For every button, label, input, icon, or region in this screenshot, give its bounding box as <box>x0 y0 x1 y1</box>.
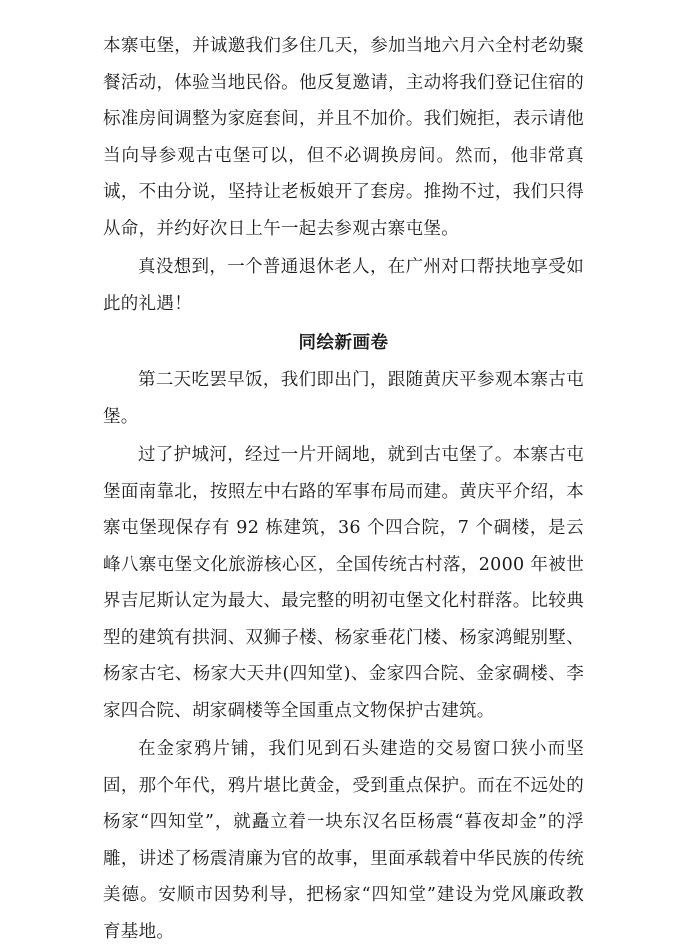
paragraph-next-day: 第二天吃罢早饭，我们即出门，跟随黄庆平参观本寨古屯堡。 <box>103 370 584 427</box>
paragraph-surprise: 真没想到，一个普通退休老人，在广州对口帮扶地享受如此的礼遇！ <box>103 257 584 314</box>
paragraph-sizhitang: 在金家鸦片铺，我们见到石头建造的交易窗口狭小而坚固，那个年代，鸦片堪比黄金，受到重点保护。而在不远处的杨家“四知堂”，就矗立着一块东汉名臣杨震“暮夜却金”的浮雕，讲述了杨震清廉为官的故事，里面承载着中华民族的传统美德。安顺市因势利导，把杨家“四知堂”建设为党风廉政教育基地。 <box>103 739 584 942</box>
section-heading: 同绘新画卷 <box>298 333 389 353</box>
paragraph-tunpu-intro: 过了护城河，经过一片开阔地，就到古屯堡了。本寨古屯堡面南靠北，按照左中右路的军事布局而建。黄庆平介绍，本寨屯堡现保存有 92 栋建筑，36 个四合院，7 个碉楼，是云峰八寨屯堡文化旅游核心区，全国传统古村落，2000 年被世界吉尼斯认定为最大、最完整的明初屯堡文化村群落。比较典型的建筑有拱洞、双狮子楼、杨家垂花门楼、杨家鸿鲲别墅、杨家古宅、杨家大天井(四知堂)、金家四合院、金家碉楼、李家四合院、胡家碉楼等全国重点文物保护古建筑。 <box>103 445 584 721</box>
paragraph-invitation: 本寨屯堡，并诚邀我们多住几天，参加当地六月六全村老幼聚餐活动，体验当地民俗。他反复邀请，主动将我们登记住宿的标准房间调整为家庭套间，并且不加价。我们婉拒，表示请他当向导参观古屯堡可以，但不必调换房间。然而，他非常真诚，不由分说，坚持让老板娘开了套房。推拗不过，我们只得从命，并约好次日上午一起去参观古寨屯堡。 <box>103 36 584 239</box>
